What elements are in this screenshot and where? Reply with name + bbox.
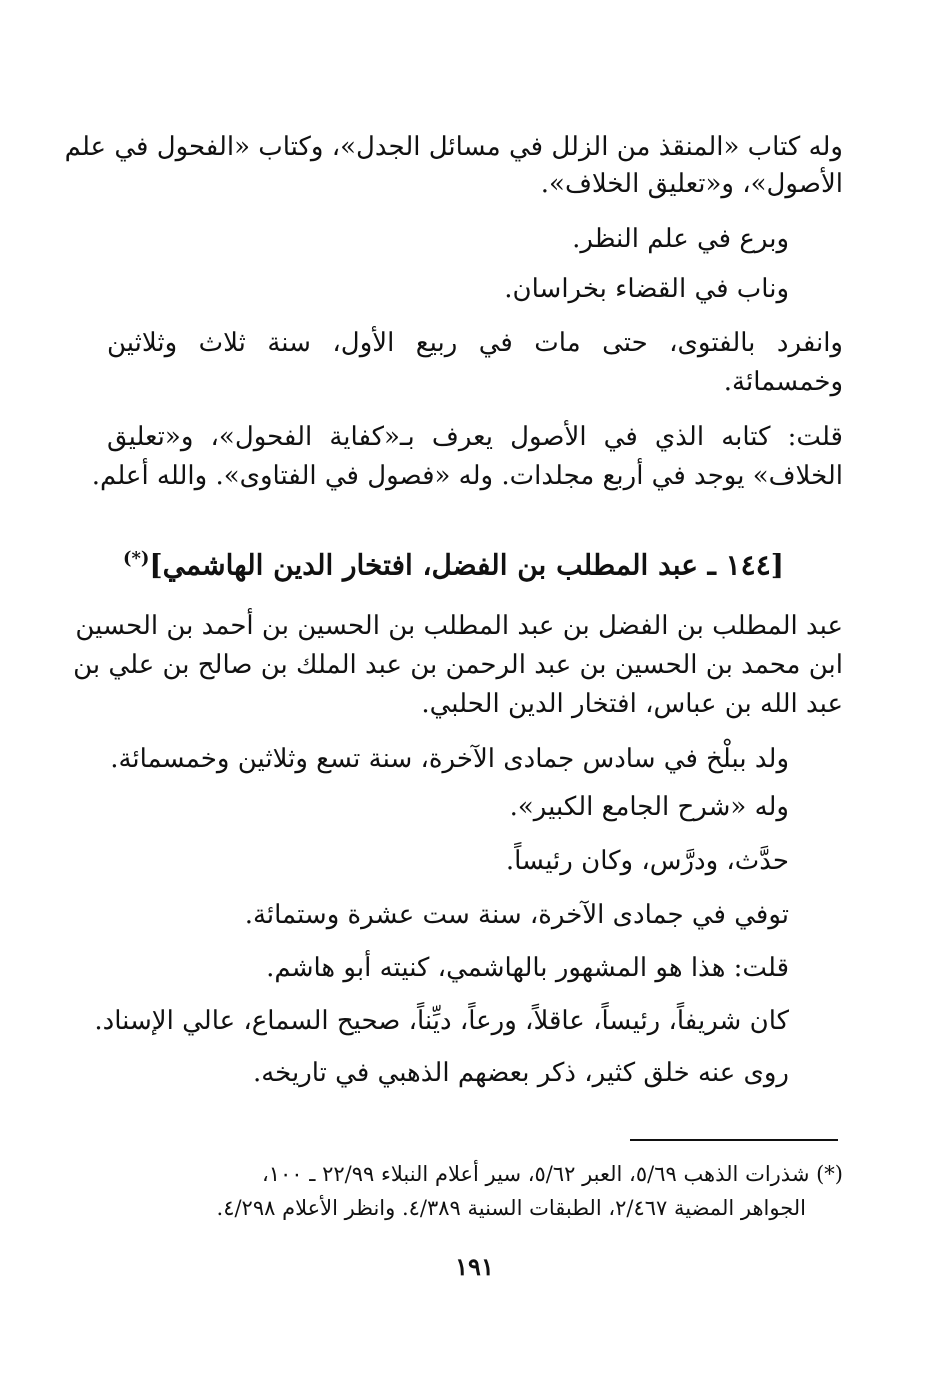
paragraph-1-line-1: وله كتاب «المنقذ من الزلل في مسائل الجدل»، وكتاب «الفحول في علم [64,132,843,162]
paragraph-4-line-2: وخمسمائة. [723,367,843,397]
paragraph-4-line-1: وانفرد بالفتوى، حتى مات في ربيع الأول، سنة ثلاث وثلاثين [107,328,843,358]
entry-line-8: قلت: هذا هو المشهور بالهاشمي، كنيته أبو هاشم. [266,953,789,983]
entry-line-10: روى عنه خلق كثير، ذكر بعضهم الذهبي في تاريخه. [252,1058,789,1088]
entry-line-9: كان شريفاً، رئيساً، عاقلاً، ورعاً، ديِّناً، صحيح السماع، عالي الإسناد. [94,1006,789,1036]
paragraph-1-line-2: الأصول»، و«تعليق الخلاف». [540,169,843,199]
footnote-marker: (*) [122,548,150,569]
page-number: ١٩١ [455,1252,494,1281]
paragraph-3: وناب في القضاء بخراسان. [504,274,789,304]
entry-line-5: وله «شرح الجامع الكبير». [509,792,789,822]
paragraph-2: وبرع في علم النظر. [572,224,789,254]
entry-line-6: حدَّث، ودرَّس، وكان رئيساً. [505,846,789,876]
entry-line-3: عبد الله بن عباس، افتخار الدين الحلبي. [421,689,843,719]
paragraph-5-line-1: قلت: كتابه الذي في الأصول يعرف بـ«كفاية الفحول»، و«تعليق [107,422,843,452]
footnote-line-2: الجواهر المضية ٢/٤٦٧، الطبقات السنية ٤/٣٨٩. وانظر الأعلام ٤/٢٩٨. [216,1196,806,1220]
footnote-line-1: (*) شذرات الذهب ٥/٦٩، العبر ٥/٦٢، سير أعلام النبلاء ٢٢/٩٩ ـ ١٠٠، [261,1162,843,1186]
entry-heading-text: [١٤٤ ـ عبد المطلب بن الفضل، افتخار الدين الهاشمي] [149,548,784,582]
entry-line-7: توفي في جمادى الآخرة، سنة ست عشرة وستمائة. [244,900,789,930]
entry-line-1: عبد المطلب بن الفضل بن عبد المطلب بن الحسين بن أحمد بن الحسين [75,611,843,641]
paragraph-5-line-2: الخلاف» يوجد في أربع مجلدات. وله «فصول في الفتاوى». والله أعلم. [91,461,843,491]
entry-line-2: ابن محمد بن الحسين بن عبد الرحمن بن عبد الملك بن صالح بن علي بن [73,650,843,680]
footnote-separator [630,1139,838,1141]
entry-heading [122,537,784,587]
entry-line-4: ولد ببلْخ في سادس جمادى الآخرة، سنة تسع وثلاثين وخمسمائة. [110,744,789,774]
